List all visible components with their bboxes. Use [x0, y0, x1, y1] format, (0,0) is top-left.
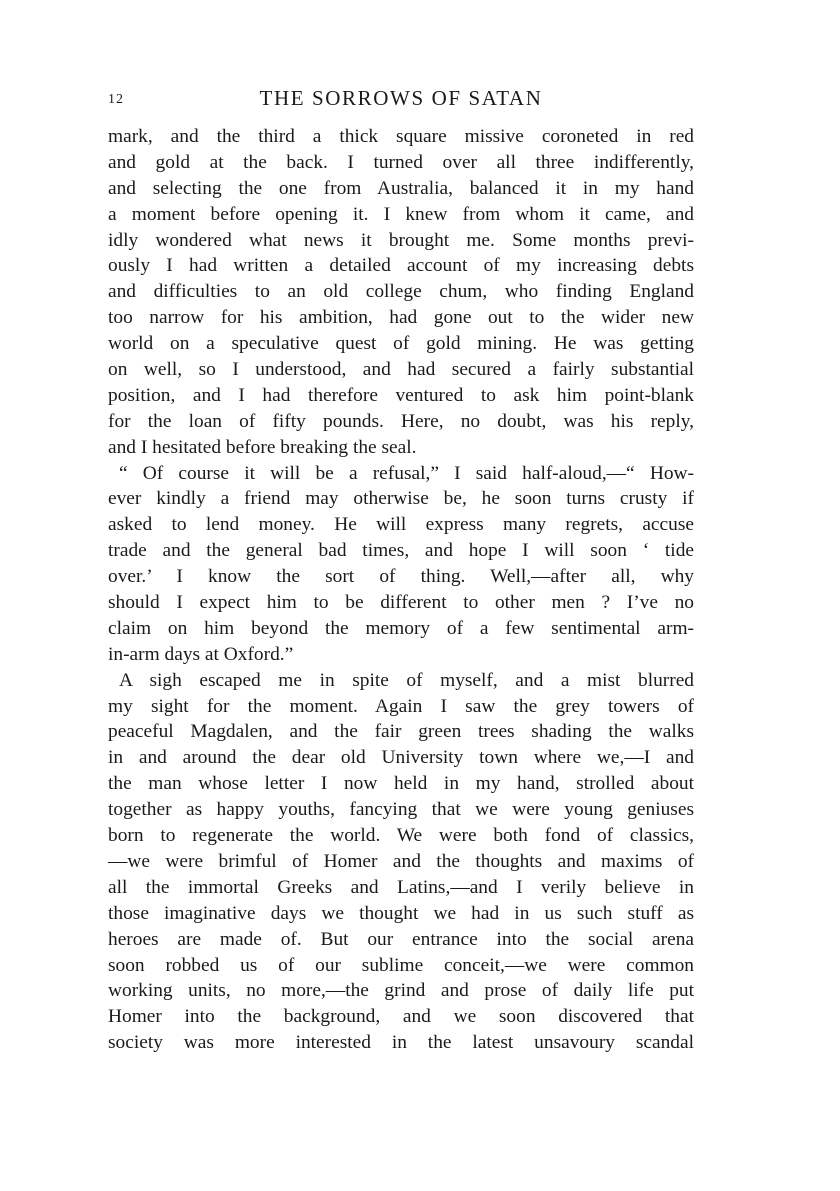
page-header	[108, 84, 694, 120]
page-number: 12	[108, 92, 124, 107]
text-line: ously I had written a detailed account of my increasing debts	[108, 255, 694, 277]
text-line: “ Of course it will be a refusal,” I said half-aloud,—“ How-	[119, 462, 694, 484]
text-line: Homer into the background, and we soon discovered that	[108, 1006, 694, 1028]
text-line: idly wondered what news it brought me. Some months previ-	[108, 229, 694, 251]
book-page	[108, 84, 694, 1056]
text-line: too narrow for his ambition, had gone out to the wider new	[108, 307, 694, 329]
text-line: and gold at the back. I turned over all three indifferently,	[108, 151, 694, 173]
text-line: a moment before opening it. I knew from whom it came, and	[108, 203, 694, 225]
text-line: —we were brimful of Homer and the thoughts and maxims of	[108, 850, 694, 872]
text-line: the man whose letter I now held in my hand, strolled about	[108, 773, 694, 795]
body-text	[108, 124, 694, 1056]
text-line: in-arm days at Oxford.”	[108, 643, 294, 665]
text-line: born to regenerate the world. We were both fond of classics,	[108, 825, 694, 847]
text-line: position, and I had therefore ventured to ask him point-blank	[108, 384, 694, 406]
text-line: should I expect him to be different to other men ? I’ve no	[108, 592, 694, 614]
text-line: on well, so I understood, and had secured a fairly substantial	[108, 359, 694, 381]
text-line: claim on him beyond the memory of a few sentimental arm-	[108, 617, 694, 639]
text-line: my sight for the moment. Again I saw the grey towers of	[108, 695, 694, 717]
text-line: ever kindly a friend may otherwise be, he soon turns crusty if	[108, 488, 694, 510]
text-line: mark, and the third a thick square missive coroneted in red	[108, 126, 694, 147]
text-line: peaceful Magdalen, and the fair green trees shading the walks	[108, 721, 694, 743]
text-line: working units, no more,—the grind and prose of daily life put	[108, 980, 694, 1002]
text-line: heroes are made of. But our entrance into the social arena	[108, 928, 694, 950]
text-line: A sigh escaped me in spite of myself, and a mist blurred	[119, 669, 694, 691]
text-line: asked to lend money. He will express many regrets, accuse	[108, 514, 694, 536]
text-line: world on a speculative quest of gold mining. He was getting	[108, 333, 694, 355]
text-line: over.’ I know the sort of thing. Well,—after all, why	[108, 566, 694, 588]
text-line: and I hesitated before breaking the seal.	[108, 436, 417, 458]
running-title: THE SORROWS OF SATAN	[259, 86, 543, 110]
text-line: those imaginative days we thought we had in us such stuff as	[108, 902, 694, 924]
text-line: in and around the dear old University town where we,—I and	[108, 747, 694, 769]
text-line: for the loan of fifty pounds. Here, no doubt, was his reply,	[108, 410, 694, 432]
text-line: trade and the general bad times, and hope I will soon ‘ tide	[108, 540, 694, 562]
text-line: and difficulties to an old college chum, who finding England	[108, 281, 694, 303]
text-line: all the immortal Greeks and Latins,—and I verily believe in	[108, 876, 694, 898]
text-line: together as happy youths, fancying that we were young geniuses	[108, 799, 694, 821]
text-line: soon robbed us of our sublime conceit,—we were common	[108, 954, 694, 976]
text-line: and selecting the one from Australia, balanced it in my hand	[108, 177, 694, 199]
text-line: society was more interested in the latest unsavoury scandal	[108, 1032, 694, 1054]
